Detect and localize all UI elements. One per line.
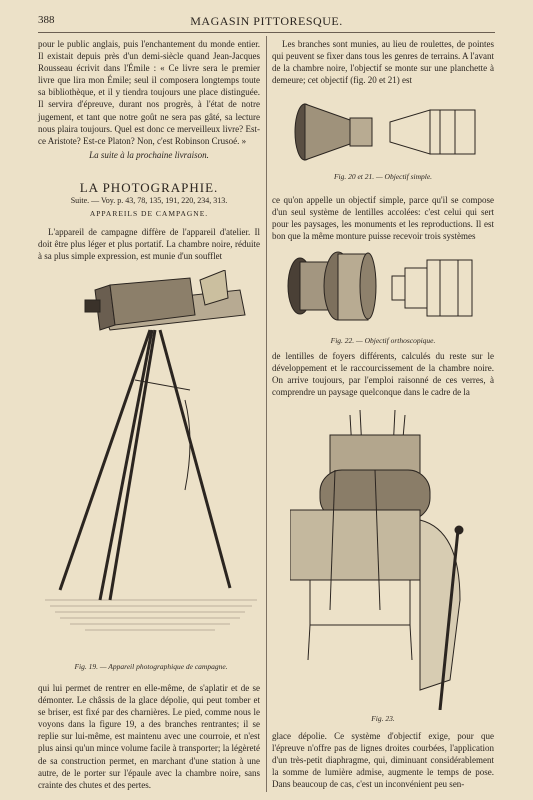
- page-header: [38, 14, 495, 33]
- article-title: LA PHOTOGRAPHIE.: [79, 180, 219, 195]
- right-paragraph-bottom: [272, 730, 494, 790]
- paragraph-intro-text: L'appareil de campagne diffère de l'appareil d'atelier. Il doit être plus léger et plus portatif. La chambre noire, réduite à sa plus simple expression, est munie d'un soufflet: [38, 227, 260, 262]
- right-paragraph-top-text: Les branches sont munies, au lieu de roulettes, de pointes qui peuvent se fixer dans tous les genres de terrains. A l'avant de la chambre noire, l'objectif se monte sur une planchette à demeure; cet objectif (fig. 20 et 21) est: [272, 39, 494, 86]
- column-divider: [266, 36, 267, 792]
- section-heading: APPAREILS DE CAMPAGNE.: [89, 209, 209, 218]
- continuation-text: [38, 38, 260, 147]
- page-number: 388: [38, 14, 55, 26]
- right-paragraph-lower-text: de lentilles de foyers différents, calculés du reste sur le développement et le raccourcissement de la chambre noire. On arrive toujours, par l'emploi raisonné de ces verres, à comprendre un paysage quelconque dans le cadre de la: [272, 351, 494, 398]
- fig20-caption: Fig. 20 et 21. — Objectif simple.: [333, 172, 433, 181]
- right-paragraph-bottom-text: glace dépolie. Ce système d'objectif exige, pour que l'épreuve n'offre pas de lignes droites courbées, l'application d'un très-petit diaphragme, qui, diminuant considérablement la somme de lumière admise, augmente le temps de pose. Dans beaucoup de cas, c'est un inconvénient peu sen-: [272, 731, 494, 790]
- right-paragraph-lower: [272, 350, 494, 398]
- paragraph-tripod-text: qui lui permet de rentrer en elle-même, de s'aplatir et de se démonter. Le châssis de la glace dépolie, qui peut tomber et se briser, est fixé par des charnières. Le pied, comme nous le voyons dans la figure 19, a des branches rentrantes; il se replie sur lui-même, est maintenu avec une courroie, et n'est plus ainsi qu'un mince volume facile à transporter; la légèreté de sa construction permet, en marchant d'une station à une autre, de le porter sur l'épaule avec la chambre noire, sans crainte des chutes et des pertes.: [38, 683, 260, 790]
- fig23-caption: Fig. 23.: [371, 714, 395, 723]
- simple-lens-illustration: [280, 100, 490, 165]
- camera-tripod-illustration: [40, 270, 262, 660]
- right-paragraph-mid: [272, 194, 494, 242]
- continuation-paragraph: pour le public anglais, puis l'enchantement du monde entier. Il existait depuis près d'un demi-siècle quand Jean-Jacques Rousseau écrivit dans l'Émile : « Ce livre sera le premier livre que lira mon Émile; seul il composera longtemps toute sa bibliothèque, et il y tiendra toujours une place distinguée. Il servira d'épreuve, durant nos progrès, à l'état de notre jugement, et tant que notre goût ne sera pas gâté, sa lecture nous plaira toujours. Quel est donc ce merveilleux livre? Est-ce Aristote? Est-ce Platon? Non, c'est Robinson Crusoé. »: [38, 39, 260, 146]
- paragraph-tripod: [38, 682, 260, 791]
- right-paragraph-mid-text: ce qu'on appelle un objectif simple, parce qu'il se compose d'un seul système de lentilles accolées: c'est celui qui sert pour les paysages, les monuments et les reproductions. Il est bon que la même monture puisse recevoir trois systèmes: [272, 195, 494, 242]
- next-issue-note: La suite à la prochaine livraison.: [89, 150, 209, 160]
- photographer-backpack-illustration: [290, 410, 480, 710]
- right-paragraph-top: [272, 38, 494, 86]
- article-suite: Suite. — Voy. p. 43, 78, 135, 191, 220, 234, 313.: [70, 196, 228, 205]
- fig22-caption: Fig. 22. — Objectif orthoscopique.: [330, 336, 436, 345]
- fig19-caption: Fig. 19. — Appareil photographique de campagne.: [74, 662, 228, 671]
- paragraph-intro: [38, 226, 260, 262]
- magazine-title: MAGASIN PITTORESQUE.: [190, 14, 343, 28]
- orthoscopic-lens-illustration: [280, 248, 490, 328]
